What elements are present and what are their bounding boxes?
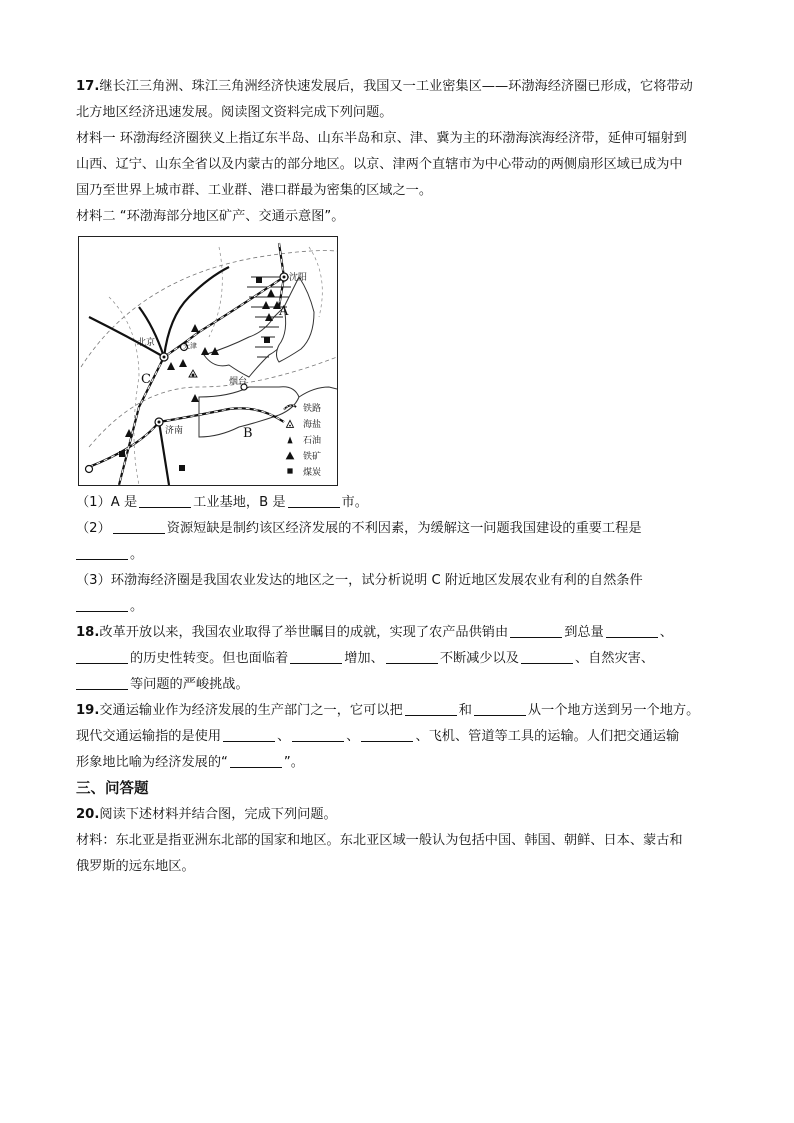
q20-number: 20. xyxy=(76,807,100,822)
q18-line3: 等问题的严峻挑战。 xyxy=(76,672,726,698)
answer-blank[interactable] xyxy=(230,753,282,768)
answer-blank[interactable] xyxy=(76,545,128,560)
material1-line3: 国乃至世界上城市群、工业群、港口群最为密集的区域之一。 xyxy=(76,183,433,198)
q19-line2: 现代交通运输指的是使用 、 、 、飞机、管道等工具的运输。人们把交通运输 xyxy=(76,729,680,744)
material1-line1: 材料一 环渤海经济圈狭义上指辽东半岛、山东半岛和京、津、冀为主的环渤海滨海经济带，延伸可辐射到 xyxy=(76,131,687,146)
q19-line1: 19.交通运输业作为经济发展的生产部门之一，它可以把 和 从一个地方送到另一个地方。 xyxy=(76,703,700,718)
q18-line1: 18.改革开放以来，我国农业取得了举世瞩目的成就，实现了农产品供销由 到总量 、 xyxy=(76,625,673,640)
map-legend: 铁路 海盐 石油 铁矿 煤炭 xyxy=(283,401,337,481)
map-label-C: C xyxy=(141,372,151,387)
answer-blank[interactable] xyxy=(76,649,128,664)
q20-material-line2: 俄罗斯的远东地区。 xyxy=(76,859,195,874)
material1-line2: 山西、辽宁、山东全省以及内蒙古的部分地区。以京、津两个直辖市为中心带动的两侧扇形区域已成为中 xyxy=(76,157,683,172)
iron-ore-icon xyxy=(262,301,270,309)
document-page xyxy=(76,74,726,880)
bohai-map-figure xyxy=(78,236,338,486)
oil-icon xyxy=(191,394,199,402)
section-heading: 三、问答题 xyxy=(76,781,149,797)
iron-ore-icon xyxy=(283,449,297,461)
sea-salt-symbols xyxy=(189,370,197,377)
answer-blank[interactable] xyxy=(223,727,275,742)
answer-blank[interactable] xyxy=(292,727,344,742)
q17-sub3: （3）环渤海经济圈是我国农业发达的地区之一，试分析说明 C 附近地区发展农业有利的自然条件 xyxy=(76,573,643,588)
map-label-yantai: 烟台 xyxy=(229,377,248,387)
q20-material-line1: 材料：东北亚是指亚洲东北部的国家和地区。东北亚区域一般认为包括中国、韩国、朝鲜、日本、蒙古和 xyxy=(76,833,683,848)
coal-icon xyxy=(119,451,125,457)
coal-icon xyxy=(283,465,297,477)
oil-icon xyxy=(201,347,209,355)
q19-number: 19. xyxy=(76,703,100,718)
map-label-B: B xyxy=(243,426,253,441)
map-label-jinan: 济南 xyxy=(165,426,184,436)
q17-sub2-cont: 。 xyxy=(76,542,726,568)
coal-icon xyxy=(256,277,262,283)
q17-sub3-cont: 。 xyxy=(76,594,726,620)
city-markers xyxy=(86,273,289,473)
q17-line1 xyxy=(76,74,726,100)
iron-ore-icon xyxy=(267,289,275,297)
q18-number: 18. xyxy=(76,625,100,640)
iron-ore-icon xyxy=(191,324,199,332)
sea-salt-icon xyxy=(283,417,297,429)
answer-blank[interactable] xyxy=(76,597,128,612)
answer-blank[interactable] xyxy=(474,701,526,716)
q17-sub2: （2） 资源短缺是制约该区经济发展的不利因素，为缓解这一问题我国建设的重要工程是 xyxy=(76,521,642,536)
answer-blank[interactable] xyxy=(139,493,191,508)
city-icon xyxy=(86,466,93,473)
q20-line1: 20.阅读下述材料并结合图，完成下列问题。 xyxy=(76,807,337,822)
answer-blank[interactable] xyxy=(361,727,413,742)
answer-blank[interactable] xyxy=(510,623,562,638)
map-label-tianjin: 天津 xyxy=(183,342,197,350)
answer-blank[interactable] xyxy=(606,623,658,638)
answer-blank[interactable] xyxy=(405,701,457,716)
answer-blank[interactable] xyxy=(386,649,438,664)
q17-line2: 北方地区经济迅速发展。阅读图文资料完成下列问题。 xyxy=(76,105,393,120)
oil-icon xyxy=(283,433,297,445)
coastline xyxy=(299,387,337,397)
answer-blank[interactable] xyxy=(76,675,128,690)
oil-icon xyxy=(167,362,175,370)
oil-icon xyxy=(179,359,187,367)
answer-blank[interactable] xyxy=(113,519,165,534)
q19-line3: 形象地比喻为经济发展的“ ”。 xyxy=(76,755,304,770)
map-label-A: A xyxy=(279,304,289,319)
q18-line2: 的历史性转变。但也面临着 增加、 不断减少以及 、自然灾害、 xyxy=(76,646,726,672)
coal-icon xyxy=(264,337,270,343)
answer-blank[interactable] xyxy=(290,649,342,664)
answer-blank[interactable] xyxy=(521,649,573,664)
q17-sub1: （1）A 是 工业基地，B 是 市。 xyxy=(76,495,368,510)
railway-icon xyxy=(283,401,297,413)
map-label-beijing: 北京 xyxy=(137,338,156,348)
map-label-shenyang: 沈阳 xyxy=(289,273,308,283)
answer-blank[interactable] xyxy=(288,493,340,508)
material2-caption: 材料二 “环渤海部分地区矿产、交通示意图”。 xyxy=(76,209,345,224)
q17-text: 继长江三角洲、珠江三角洲经济快速发展后，我国又一工业密集区——环渤海经济圈已形成，它将带动 xyxy=(99,79,693,94)
coal-icon xyxy=(179,465,185,471)
q17-number: 17. xyxy=(76,79,100,94)
